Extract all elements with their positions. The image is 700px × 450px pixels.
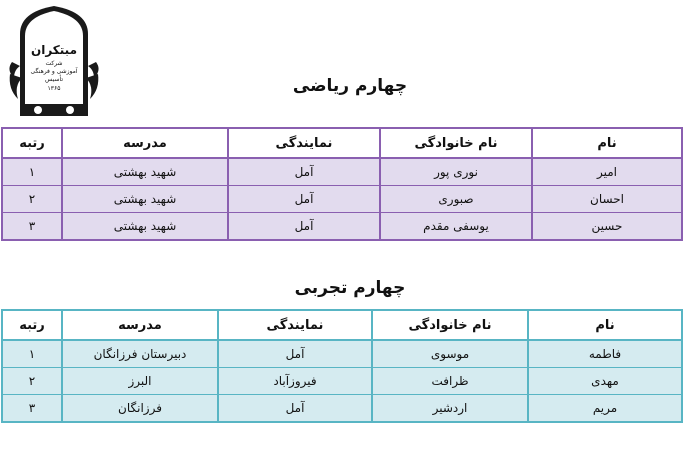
- header-rank: رتبه: [2, 310, 62, 340]
- cell-last-name: نوری پور: [380, 158, 532, 186]
- header-school: مدرسه: [62, 128, 228, 158]
- table-row: [2, 186, 682, 213]
- header-first-name: نام: [528, 310, 682, 340]
- company-logo: [8, 4, 100, 120]
- cell-branch: آمل: [218, 340, 372, 368]
- cell-first-name: مریم: [528, 395, 682, 423]
- section-title-math: چهارم ریاضی: [292, 76, 408, 96]
- section-title-biology: چهارم تجربی: [294, 278, 406, 298]
- header-branch: نمایندگی: [228, 128, 380, 158]
- cell-branch: آمل: [228, 158, 380, 186]
- cell-last-name: یوسفی مقدم: [380, 213, 532, 241]
- cell-first-name: حسین: [532, 213, 682, 241]
- results-table-math: [1, 127, 683, 241]
- header-first-name: نام: [532, 128, 682, 158]
- cell-school: البرز: [62, 368, 218, 395]
- cell-rank: ۱: [2, 340, 62, 368]
- cell-rank: ۳: [2, 395, 62, 423]
- cell-school: شهید بهشتی: [62, 213, 228, 241]
- cell-school: دبیرستان فرزانگان: [62, 340, 218, 368]
- table-row: [2, 368, 682, 395]
- cell-school: شهید بهشتی: [62, 186, 228, 213]
- table-row: [2, 213, 682, 241]
- cell-last-name: موسوی: [372, 340, 528, 368]
- cell-branch: فیروزآباد: [218, 368, 372, 395]
- cell-branch: آمل: [218, 395, 372, 423]
- cell-first-name: احسان: [532, 186, 682, 213]
- logo-line1: شرکت: [45, 60, 63, 67]
- table-row: [2, 340, 682, 368]
- cell-rank: ۱: [2, 158, 62, 186]
- header-rank: رتبه: [2, 128, 62, 158]
- cell-last-name: ظرافت: [372, 368, 528, 395]
- cell-rank: ۲: [2, 186, 62, 213]
- cell-first-name: مهدی: [528, 368, 682, 395]
- table-header-row: [2, 128, 682, 158]
- logo-line4: ۱۳۶۵: [47, 85, 61, 92]
- header-last-name: نام خانوادگی: [380, 128, 532, 158]
- table-row: [2, 395, 682, 423]
- table-header-row: [2, 310, 682, 340]
- results-table-biology: [1, 309, 683, 423]
- cell-last-name: صبوری: [380, 186, 532, 213]
- cell-last-name: اردشیر: [372, 395, 528, 423]
- table-row: [2, 158, 682, 186]
- cell-school: شهید بهشتی: [62, 158, 228, 186]
- header-school: مدرسه: [62, 310, 218, 340]
- cell-rank: ۳: [2, 213, 62, 241]
- cell-first-name: فاطمه: [528, 340, 682, 368]
- logo-line2: آموزشی و فرهنگی: [30, 68, 78, 75]
- cell-branch: آمل: [228, 213, 380, 241]
- header-last-name: نام خانوادگی: [372, 310, 528, 340]
- cell-school: فرزانگان: [62, 395, 218, 423]
- logo-name: مبتکران: [30, 43, 78, 57]
- header-branch: نمایندگی: [218, 310, 372, 340]
- logo-line3: تأسیس: [45, 76, 63, 83]
- cell-branch: آمل: [228, 186, 380, 213]
- cell-first-name: امیر: [532, 158, 682, 186]
- cell-rank: ۲: [2, 368, 62, 395]
